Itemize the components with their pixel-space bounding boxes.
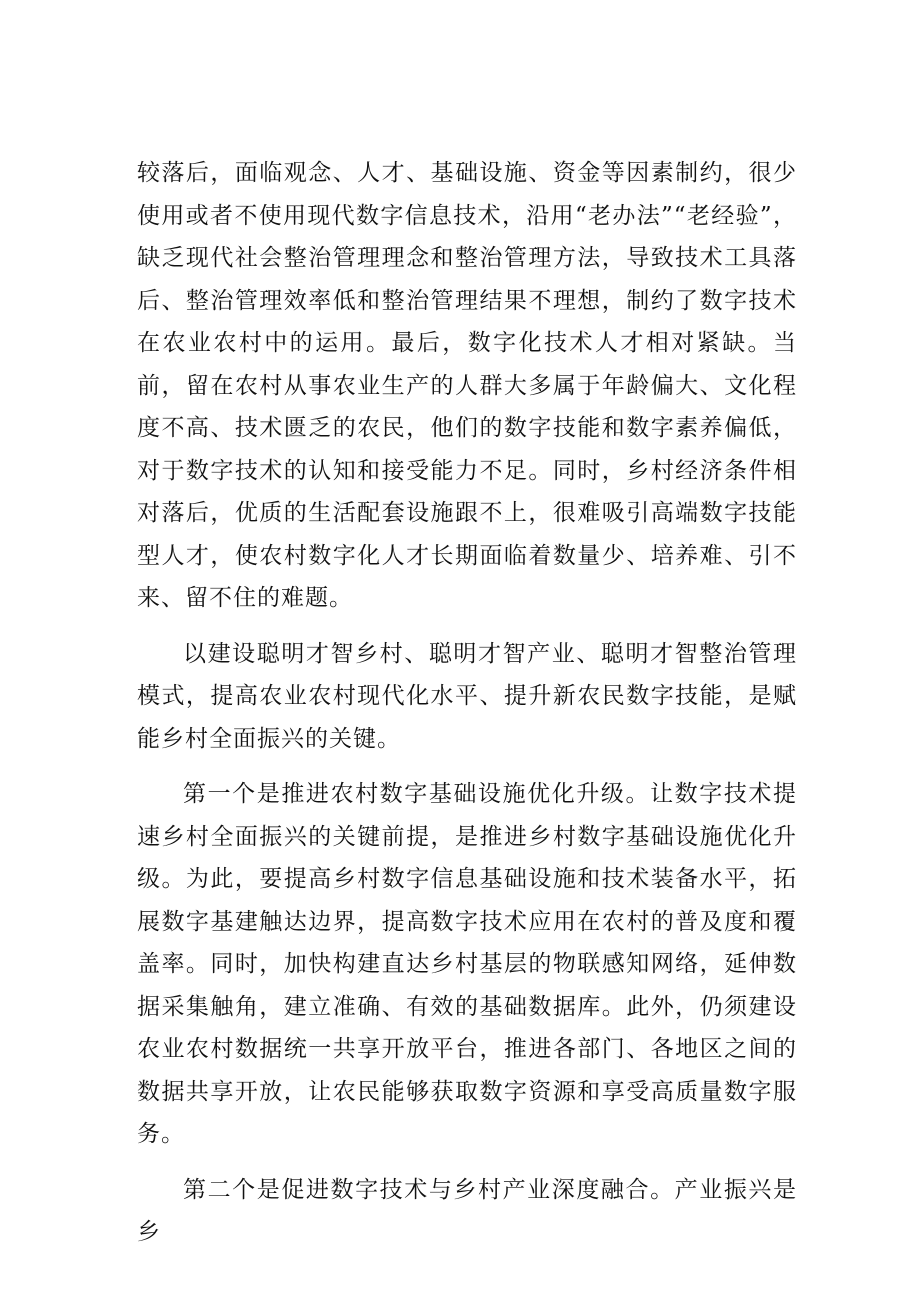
document-body bbox=[137, 152, 797, 1267]
paragraph-key-point: 以建设聪明才智乡村、聪明才智产业、聪明才智整治管理模式，提高农业农村现代化水平、提升新农民数字技能，是赋能乡村全面振兴的关键。 bbox=[137, 640, 797, 752]
paragraph-industry: 第二个是促进数字技术与乡村产业深度融合。产业振兴是乡 bbox=[137, 1176, 797, 1245]
paragraph-continuation: 较落后，面临观念、人才、基础设施、资金等因素制约，很少使用或者不使用现代数字信息技术，沿用“老办法”“老经验”，缺乏现代社会整治管理理念和整治管理方法，导致技术工具落后、整治管理效率低和整治管理结果不理想，制约了数字技术在农业农村中的运用。最后，数字化技术人才相对紧缺。当前，留在农村从事农业生产的人群大多属于年龄偏大、文化程度不高、技术匮乏的农民，他们的数字技能和数字素养偏低，对于数字技术的认知和接受能力不足。同时，乡村经济条件相对落后，优质的生活配套设施跟不上，很难吸引高端数字技能型人才，使农村数字化人才长期面临着数量少、培养难、引不来、留不住的难题。 bbox=[137, 160, 797, 611]
paragraph-infrastructure: 第一个是推进农村数字基础设施优化升级。让数字技术提速乡村全面振兴的关键前提，是推进乡村数字基础设施优化升级。为此，要提高乡村数字信息基础设施和技术装备水平，拓展数字基建触达边界，提高数字技术应用在农村的普及度和覆盖率。同时，加快构建直达乡村基层的物联感知网络，延伸数据采集触角，建立准确、有效的基础数据库。此外，仍须建设农业农村数据统一共享开放平台，推进各部门、各地区之间的数据共享开放，让农民能够获取数字资源和享受高质量数字服务。 bbox=[137, 781, 797, 1147]
